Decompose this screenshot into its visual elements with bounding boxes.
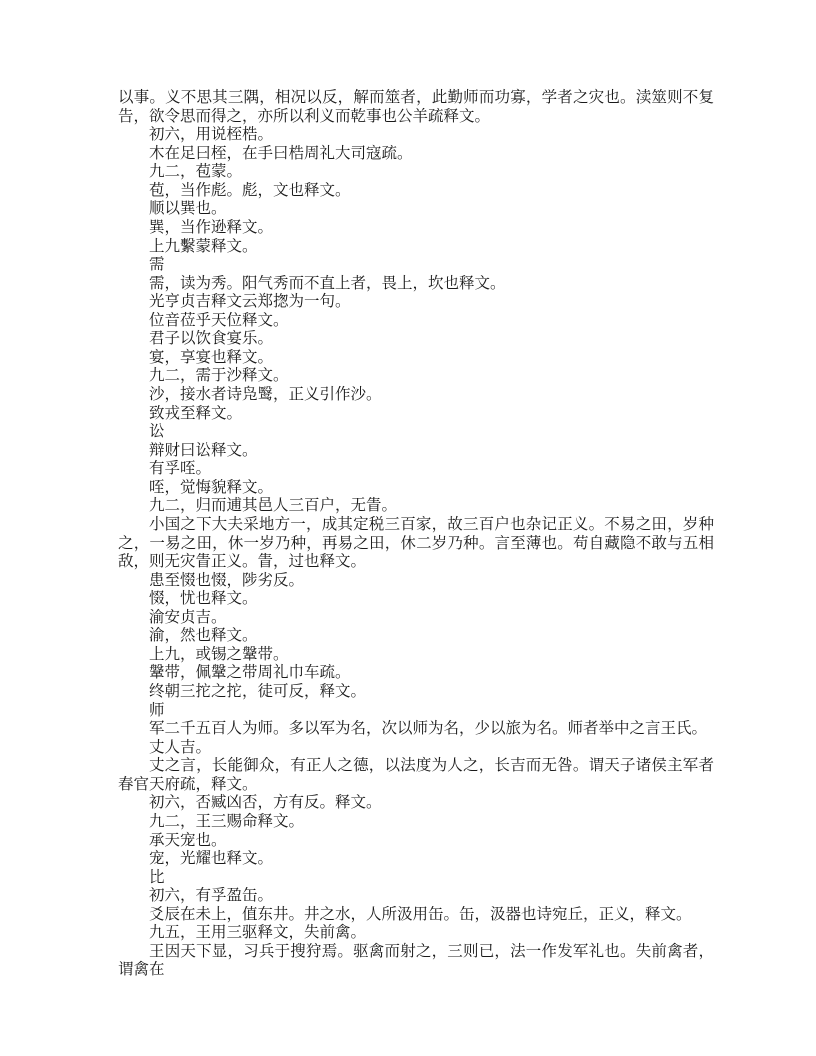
paragraph: 爻辰在未上，值东井。井之水，人所汲用缶。缶，汲器也诗宛丘，正义，释文。	[149, 905, 692, 923]
paragraph: 位音莅乎天位释文。	[149, 311, 289, 329]
paragraph: 渝安贞吉。	[149, 608, 227, 626]
paragraph: 初六，用说桎梏。	[149, 126, 274, 144]
paragraph: 九二，需于沙释文。	[149, 367, 289, 385]
paragraph: 师	[149, 701, 165, 719]
paragraph: 九二，苞蒙。	[149, 163, 243, 181]
paragraph: 苞，当作彪。彪，文也释文。	[149, 181, 351, 199]
paragraph: 有孚咥。	[149, 460, 212, 478]
paragraph: 九二，王三赐命释文。	[149, 812, 305, 830]
paragraph: 木在足曰桎，在手曰梏周礼大司寇疏。	[149, 144, 413, 162]
paragraph: 咥，觉悔貌释文。	[149, 478, 274, 496]
paragraph: 王因天下显，习兵于搜狩焉。驱禽而射之，三则已，法一作发军礼也。失前禽者，谓禽在	[118, 942, 714, 979]
paragraph: 沙，接水者诗凫鹥，正义引作沙。	[149, 386, 382, 403]
paragraph: 宠，光耀也释文。	[149, 850, 274, 868]
paragraph: 渝，然也释文。	[149, 627, 258, 645]
paragraph: 君子以饮食宴乐。	[149, 330, 274, 348]
paragraph: 致戎至释文。	[149, 404, 243, 422]
paragraph: 承天宠也。	[149, 831, 227, 849]
paragraph: 惙，忧也释文。	[149, 590, 258, 608]
paragraph: 需，读为秀。阳气秀而不直上者，畏上，坎也释文。	[149, 274, 506, 292]
paragraph: 丈人吉。	[149, 738, 212, 756]
paragraph: 光亨贞吉释文云郑揔为一句。	[149, 293, 351, 311]
paragraph: 比	[149, 868, 165, 886]
paragraph: 军二千五百人为师。多以军为名，次以师为名，少以旅为名。师者举中之言王氏。	[149, 720, 708, 738]
paragraph: 小国之下大夫采地方一，成其定税三百家，故三百户也杂记正义。不易之田，岁种之，一易之田，休一岁乃种，再易之田，休二岁乃种。言至薄也。苟自藏隐不敢与五相敌，则无灾眚正义。眚，过也释文。	[118, 515, 714, 571]
paragraph: 患至惙也惙，陟劣反。	[149, 571, 305, 589]
paragraph: 需	[149, 256, 165, 274]
paragraph: 九五，王用三驱释文，失前禽。	[149, 924, 367, 942]
paragraph: 九二，归而逋其邑人三百户，无眚。	[149, 497, 398, 515]
paragraph: 宴，享宴也释文。	[149, 348, 274, 366]
paragraph: 初六，有孚盈缶。	[149, 887, 274, 905]
paragraph: 初六，否臧凶否，方有反。释文。	[149, 794, 382, 812]
paragraph: 以事。义不思其三隅，相况以反，解而筮者，此勤师而功寡，学者之灾也。渎筮则不复告，欲令思而得之，亦所以利义而乾事也公羊疏释文。	[118, 89, 714, 125]
paragraph: 丈之言，长能御众，有正人之德，以法度为人之，长吉而无咎。谓天子诸侯主军者春官天府疏，释文。	[118, 757, 714, 793]
paragraph: 巽，当作逊释文。	[149, 218, 274, 236]
paragraph: 辩财曰讼释文。	[149, 441, 258, 459]
document-text-block	[118, 89, 714, 980]
paragraph: 上九繫蒙释文。	[149, 237, 258, 255]
paragraph: 讼	[149, 423, 165, 441]
paragraph: 终朝三拕之拕，徒可反，释文。	[149, 683, 367, 700]
paragraph: 上九，或锡之鞶带。	[149, 645, 289, 663]
paragraph: 鞶带，佩鞶之带周礼巾车疏。	[149, 664, 351, 682]
paragraph: 顺以巽也。	[149, 200, 227, 218]
